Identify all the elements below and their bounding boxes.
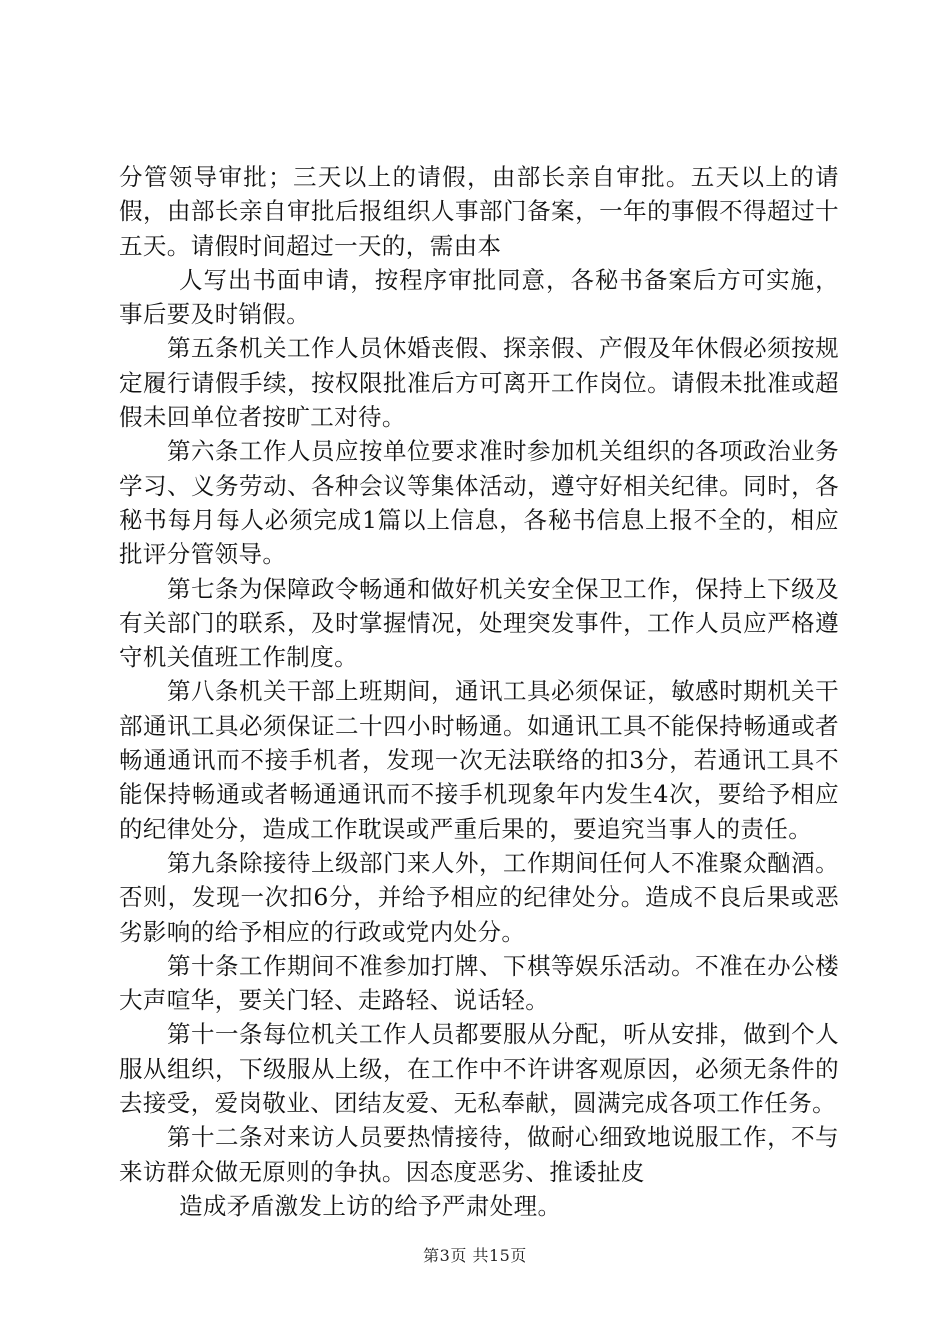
paragraph-article-11: 第十一条每位机关工作人员都要服从分配，听从安排，做到个人服从组织，下级服从上级，在工作中不许讲客观原因，必须无条件的去接受，爱岗敬业、团结友爱、无私奉献，圆满完成各项工作任务。 bbox=[119, 1020, 839, 1118]
document-body bbox=[119, 160, 839, 1223]
paragraph-article-8: 第八条机关干部上班期间，通讯工具必须保证，敏感时期机关干部通讯工具必须保证二十四小时畅通。如通讯工具不能保持畅通或者畅通通讯而不接手机者，发现一次无法联络的扣3分，若通讯工具不能保持畅通或者畅通通讯而不接手机现象年内发生4次，要给予相应的纪律处分，造成工作耽误或严重后果的，要追究当事人的责任。 bbox=[119, 677, 839, 843]
paragraph-article-12-continued: 造成矛盾激发上访的给予严肃处理。 bbox=[179, 1191, 562, 1220]
paragraph-article-6: 第六条工作人员应按单位要求准时参加机关组织的各项政治业务学习、义务劳动、各种会议等集体活动，遵守好相关纪律。同时，各秘书每月每人必须完成1篇以上信息，各秘书信息上报不全的，相应批评分管领导。 bbox=[119, 437, 839, 569]
paragraph-article-12: 第十二条对来访人员要热情接待，做耐心细致地说服工作，不与来访群众做无原则的争执。因态度恶劣、推诿扯皮 bbox=[119, 1123, 839, 1186]
paragraph-article-5: 第五条机关工作人员休婚丧假、探亲假、产假及年休假必须按规定履行请假手续，按权限批准后方可离开工作岗位。请假未批准或超假未回单位者按旷工对待。 bbox=[119, 334, 839, 432]
paragraph-approval-continued: 分管领导审批；三天以上的请假，由部长亲自审批。五天以上的请假，由部长亲自审批后报组织人事部门备案，一年的事假不得超过十五天。请假时间超过一天的，需由本 bbox=[119, 163, 839, 260]
paragraph-article-9: 第九条除接待上级部门来人外，工作期间任何人不准聚众酗酒。否则，发现一次扣6分，并给予相应的纪律处分。造成不良后果或恶劣影响的给予相应的行政或党内处分。 bbox=[119, 848, 839, 946]
page-number-footer: 第3页 共15页 bbox=[423, 1246, 527, 1265]
paragraph-written-application: 人写出书面申请，按程序审批同意，各秘书备案后方可实施，事后要及时销假。 bbox=[119, 265, 839, 329]
paragraph-article-7: 第七条为保障政令畅通和做好机关安全保卫工作，保持上下级及有关部门的联系，及时掌握情况，处理突发事件，工作人员应严格遵守机关值班工作制度。 bbox=[119, 574, 839, 672]
paragraph-article-10: 第十条工作期间不准参加打牌、下棋等娱乐活动。不准在办公楼大声喧华，要关门轻、走路轻、说话轻。 bbox=[119, 951, 839, 1015]
